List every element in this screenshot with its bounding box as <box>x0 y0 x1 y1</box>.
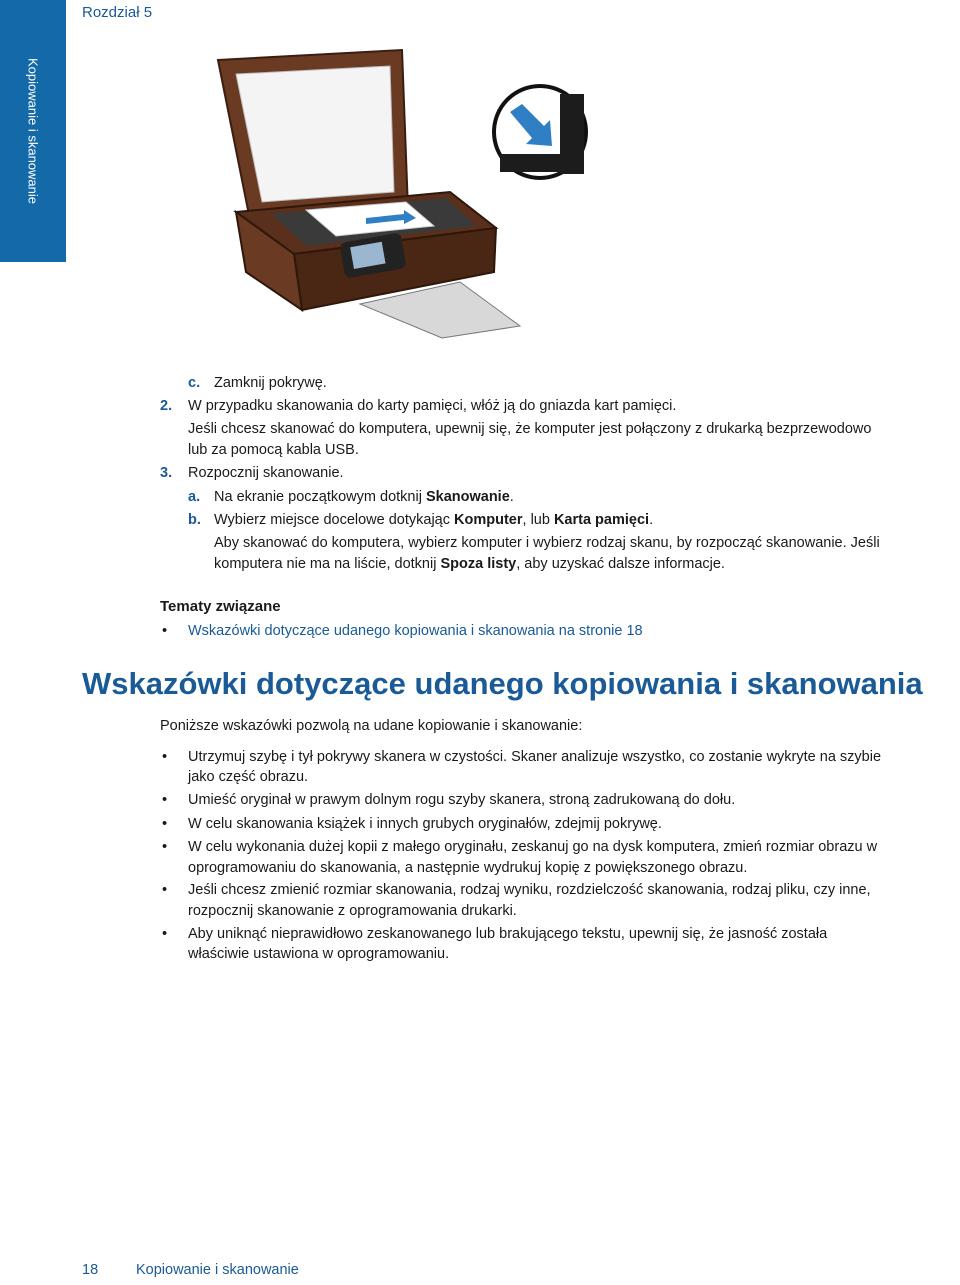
side-tab-label: Kopiowanie i skanowanie <box>25 58 41 204</box>
chapter-header: Rozdział 5 <box>82 4 153 21</box>
step-a-text: Na ekranie początkowym dotknij Skanowanie. <box>214 489 514 505</box>
step-a-bold: Skanowanie <box>425 489 510 505</box>
section-title: Wskazówki dotyczące udanego kopiowania i skanowania <box>82 666 923 701</box>
step-c-text: Zamknij pokrywę. <box>214 375 327 391</box>
step-2-marker: 2. <box>160 398 173 414</box>
tip-line: właściwie ustawiona w oprogramowaniu. <box>188 946 450 962</box>
tip-line: W celu wykonania dużej kopii z małego oryginału, zeskanuj go na dysk komputera, zmień rozmiar obrazu w <box>188 839 878 855</box>
related-bullet: • <box>162 623 168 639</box>
side-chapter-tab <box>0 0 66 262</box>
tip-line: Jeśli chcesz zmienić rozmiar skanowania, rodzaj wyniku, rozdzielczość skanowania, rodzaj pliku, czy inne, <box>188 882 871 898</box>
tip-bullet: • <box>162 926 168 942</box>
tip-bullet: • <box>162 816 168 832</box>
step-2-line2: Jeśli chcesz skanować do komputera, upewnij się, że komputer jest połączony z drukarką bezprzewodowo <box>188 421 872 437</box>
tip-bullet: • <box>162 839 168 855</box>
lid-inner-white <box>236 66 394 202</box>
related-link[interactable]: Wskazówki dotyczące udanego kopiowania i skanowania na stronie 18 <box>188 623 643 639</box>
tip-line: oprogramowaniu do skanowania, a następnie wydrukuj kopię z powiększonego obrazu. <box>188 860 748 876</box>
tip-bullet: • <box>162 749 168 765</box>
tip-bullet: • <box>162 792 168 808</box>
step-b-line2: Aby skanować do komputera, wybierz komputer i wybierz rodzaj skanu, by rozpocząć skanowanie. Jeśli <box>214 535 880 551</box>
footer-title: Kopiowanie i skanowanie <box>136 1262 299 1278</box>
step-a-marker: a. <box>188 489 201 505</box>
step-c-marker: c. <box>188 375 201 391</box>
tip-line: Utrzymuj szybę i tył pokrywy skanera w czystości. Skaner analizuje wszystko, co zostanie wykryte na szybie <box>188 749 882 765</box>
step-b-marker: b. <box>188 512 201 528</box>
step-b-text: Wybierz miejsce docelowe dotykając Komputer, lub Karta pamięci. <box>214 512 654 528</box>
footer-page-number: 18 <box>82 1262 99 1278</box>
step-3-marker: 3. <box>160 465 173 481</box>
zoom-corner-bottom <box>500 154 584 172</box>
step-2-line1: W przypadku skanowania do karty pamięci, włóż ją do gniazda kart pamięci. <box>188 398 677 414</box>
tip-line: Aby uniknąć nieprawidłowo zeskanowanego lub brakującego tekstu, upewnij się, że jasność została <box>188 926 828 942</box>
tip-bullet: • <box>162 882 168 898</box>
step-3-text: Rozpocznij skanowanie. <box>188 465 344 481</box>
step-2-line3: lub za pomocą kabla USB. <box>188 442 359 458</box>
related-topics-title: Tematy związane <box>160 598 281 615</box>
section-intro: Poniższe wskazówki pozwolą na udane kopiowanie i skanowanie: <box>160 718 583 734</box>
step-b-line3: komputera nie ma na liście, dotknij Spoza listy, aby uzyskać dalsze informacje. <box>214 556 725 572</box>
tip-line: W celu skanowania książek i innych grubych oryginałów, zdejmij pokrywę. <box>188 816 662 832</box>
tip-line: jako część obrazu. <box>188 769 309 785</box>
tip-line: Umieść oryginał w prawym dolnym rogu szyby skanera, stroną zadrukowaną do dołu. <box>188 792 736 808</box>
tip-line: rozpocznij skanowanie z oprogramowania drukarki. <box>188 903 517 919</box>
printer-illustration <box>210 42 590 342</box>
